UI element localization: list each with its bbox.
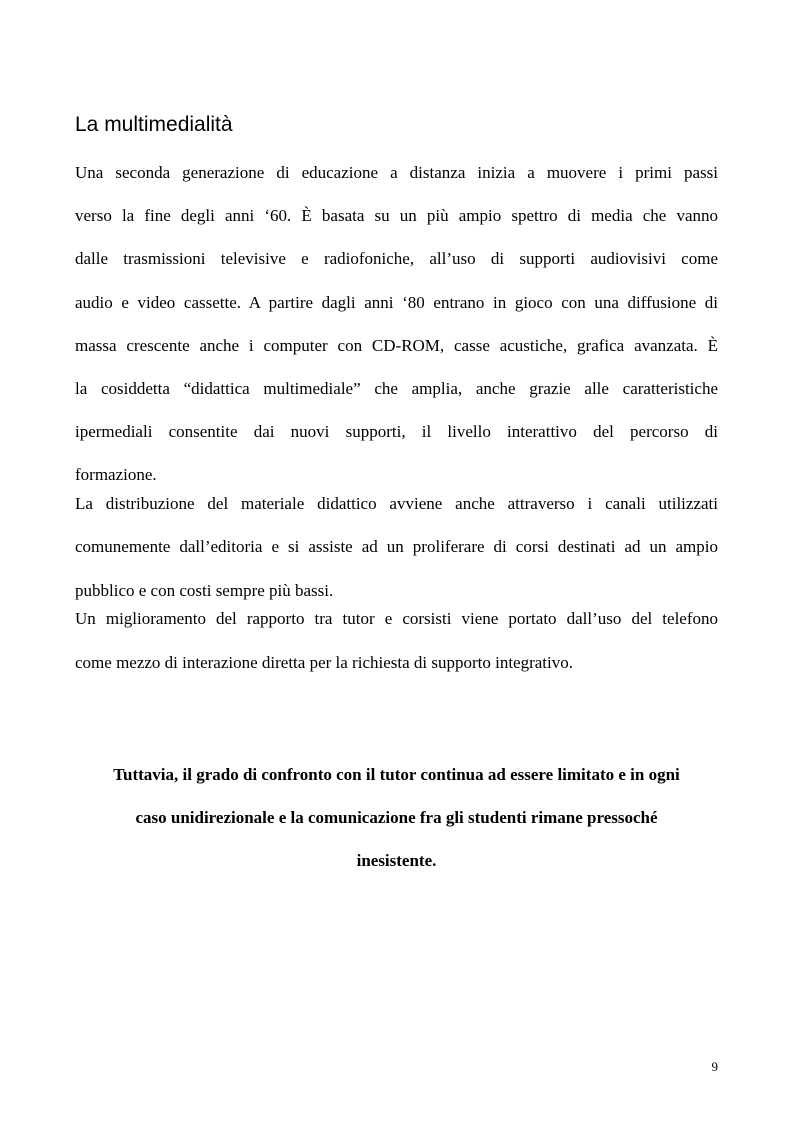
text-line: verso la fine degli anni ‘60. È basata su un più ampio spettro di media che vanno <box>75 206 718 226</box>
text-line: comunemente dall’editoria e si assiste ad un proliferare di corsi destinati ad un ampio <box>75 537 718 557</box>
text-line: formazione. <box>75 465 157 485</box>
text-line: dalle trasmissioni televisive e radiofoniche, all’uso di supporti audiovisivi come <box>75 249 718 269</box>
highlight-line: caso unidirezionale e la comunicazione fra gli studenti rimane pressoché <box>135 808 658 828</box>
text-line: pubblico e con costi sempre più bassi. <box>75 580 334 600</box>
paragraph <box>75 159 718 490</box>
text-line: Una seconda generazione di educazione a distanza inizia a muovere i primi passi <box>75 163 718 182</box>
highlighted-statement <box>40 761 753 891</box>
section-heading: La multimedialità <box>75 113 233 136</box>
body-text <box>75 159 718 678</box>
paragraph <box>75 490 718 605</box>
paragraph <box>75 605 718 677</box>
page-number: 9 <box>711 1059 718 1074</box>
text-line: come mezzo di interazione diretta per la richiesta di supporto integrativo. <box>75 652 574 672</box>
highlight-line: Tuttavia, il grado di confronto con il tutor continua ad essere limitato e in ogni <box>113 765 680 784</box>
text-line: la cosiddetta “didattica multimediale” che amplia, anche grazie alle caratteristiche <box>75 378 718 398</box>
text-line: audio e video cassette. A partire dagli anni ‘80 entrano in gioco con una diffusione di <box>75 292 718 312</box>
text-line: La distribuzione del materiale didattico avviene anche attraverso i canali utilizzati <box>75 494 718 514</box>
highlight-line: inesistente. <box>356 851 437 871</box>
text-line: Un miglioramento del rapporto tra tutor e corsisti viene portato dall’uso del telefono <box>75 609 718 629</box>
text-line: ipermediali consentite dai nuovi supporti, il livello interattivo del percorso di <box>75 422 718 442</box>
text-line: massa crescente anche i computer con CD-ROM, casse acustiche, grafica avanzata. È <box>75 335 718 355</box>
